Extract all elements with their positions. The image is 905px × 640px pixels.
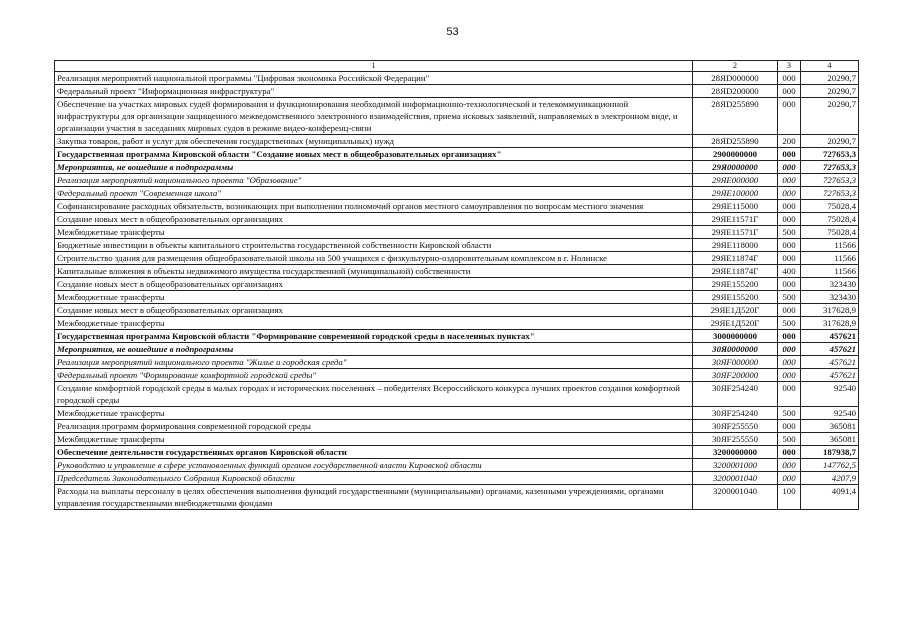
row-kvr-cell: 200 <box>778 135 801 148</box>
row-code-cell: 29ЯЕ1Д520Г <box>693 304 778 317</box>
row-kvr-cell: 000 <box>778 85 801 98</box>
row-kvr-cell: 000 <box>778 446 801 459</box>
row-kvr-cell: 000 <box>778 304 801 317</box>
table-row <box>55 369 859 382</box>
row-name-cell: Федеральный проект "Информационная инфраструктура" <box>55 85 693 98</box>
row-sum-cell: 92540 <box>801 407 859 420</box>
row-code-cell: 28ЯD255890 <box>693 98 778 135</box>
row-kvr-cell: 000 <box>778 213 801 226</box>
row-kvr-cell: 000 <box>778 239 801 252</box>
table-row <box>55 265 859 278</box>
row-name-cell: Председатель Законодательного Собрания Кировской области <box>55 472 693 485</box>
table-row <box>55 72 859 85</box>
row-kvr-cell: 000 <box>778 187 801 200</box>
row-code-cell: 29ЯЕ11874Г <box>693 252 778 265</box>
row-kvr-cell: 000 <box>778 200 801 213</box>
row-sum-cell: 365081 <box>801 420 859 433</box>
page-number: 53 <box>446 26 459 38</box>
row-code-cell: 29ЯЕ000000 <box>693 174 778 187</box>
column-number-3: 3 <box>778 61 801 72</box>
row-sum-cell: 365081 <box>801 433 859 446</box>
table-row <box>55 226 859 239</box>
row-sum-cell: 20290,7 <box>801 85 859 98</box>
row-code-cell: 30ЯF255550 <box>693 433 778 446</box>
row-kvr-cell: 500 <box>778 291 801 304</box>
row-name-cell: Государственная программа Кировской области "Создание новых мест в общеобразовательных организациях" <box>55 148 693 161</box>
row-sum-cell: 323430 <box>801 278 859 291</box>
row-name-cell: Капитальные вложения в объекты недвижимого имущества государственной (муниципальной) собственности <box>55 265 693 278</box>
table-row <box>55 278 859 291</box>
row-sum-cell: 92540 <box>801 382 859 407</box>
row-code-cell: 3200000000 <box>693 446 778 459</box>
table-row <box>55 85 859 98</box>
row-sum-cell: 75028,4 <box>801 200 859 213</box>
row-code-cell: 29ЯЕ155200 <box>693 291 778 304</box>
table-row <box>55 200 859 213</box>
table-row <box>55 485 859 510</box>
row-name-cell: Руководство и управление в сфере установленных функций органов государственной власти Кировской области <box>55 459 693 472</box>
row-name-cell: Создание новых мест в общеобразовательных организациях <box>55 213 693 226</box>
row-sum-cell: 75028,4 <box>801 213 859 226</box>
row-code-cell: 29ЯЕ115000 <box>693 200 778 213</box>
row-kvr-cell: 000 <box>778 459 801 472</box>
row-sum-cell: 11566 <box>801 239 859 252</box>
row-sum-cell: 457621 <box>801 343 859 356</box>
row-sum-cell: 147762,5 <box>801 459 859 472</box>
row-kvr-cell: 500 <box>778 433 801 446</box>
column-number-row <box>55 61 859 72</box>
row-kvr-cell: 000 <box>778 252 801 265</box>
row-name-cell: Обеспечение на участках мировых судей формирования и функционирования необходимой информационно-технологической и телекоммуникационной инфраструктуры для организации защищенного межведомственного электронного взаимодействия, приема исковых заявлений, направляемых в электронном виде, и организации участия в заседаниях мировых судов в режиме видео-конференц-связи <box>55 98 693 135</box>
column-number-4: 4 <box>801 61 859 72</box>
table-row <box>55 148 859 161</box>
table-row <box>55 304 859 317</box>
row-sum-cell: 11566 <box>801 265 859 278</box>
table-row <box>55 356 859 369</box>
row-sum-cell: 20290,7 <box>801 135 859 148</box>
row-sum-cell: 457621 <box>801 369 859 382</box>
row-kvr-cell: 000 <box>778 420 801 433</box>
row-sum-cell: 727653,3 <box>801 148 859 161</box>
table-row <box>55 407 859 420</box>
row-name-cell: Межбюджетные трансферты <box>55 407 693 420</box>
row-code-cell: 29ЯЕ11571Г <box>693 213 778 226</box>
row-sum-cell: 317628,9 <box>801 304 859 317</box>
row-sum-cell: 457621 <box>801 356 859 369</box>
row-name-cell: Бюджетные инвестиции в объекты капитального строительства государственной собственности Кировской области <box>55 239 693 252</box>
row-kvr-cell: 500 <box>778 317 801 330</box>
row-sum-cell: 317628,9 <box>801 317 859 330</box>
row-name-cell: Создание новых мест в общеобразовательных организациях <box>55 278 693 291</box>
table-row <box>55 459 859 472</box>
row-sum-cell: 187938,7 <box>801 446 859 459</box>
table-row <box>55 161 859 174</box>
table-row <box>55 239 859 252</box>
row-name-cell: Межбюджетные трансферты <box>55 433 693 446</box>
row-name-cell: Мероприятия, не вошедшие в подпрограммы <box>55 161 693 174</box>
row-sum-cell: 727653,3 <box>801 187 859 200</box>
row-name-cell: Создание комфортной городской среды в малых городах и исторических поселениях – победителях Всероссийского конкурса лучших проектов создания комфортной городской среды <box>55 382 693 407</box>
table-row <box>55 472 859 485</box>
row-sum-cell: 457621 <box>801 330 859 343</box>
row-code-cell: 28ЯD200000 <box>693 85 778 98</box>
row-name-cell: Создание новых мест в общеобразовательных организациях <box>55 304 693 317</box>
row-kvr-cell: 000 <box>778 72 801 85</box>
row-sum-cell: 323430 <box>801 291 859 304</box>
row-name-cell: Софинансирование расходных обязательств, возникающих при выполнении полномочий органов местного самоуправления по вопросам местного значения <box>55 200 693 213</box>
row-name-cell: Обеспечение деятельности государственных органов Кировской области <box>55 446 693 459</box>
row-code-cell: 3200001000 <box>693 459 778 472</box>
row-kvr-cell: 100 <box>778 485 801 510</box>
table-row <box>55 213 859 226</box>
row-name-cell: Реализация мероприятий национального проекта "Образование" <box>55 174 693 187</box>
row-code-cell: 29ЯЕ11571Г <box>693 226 778 239</box>
row-name-cell: Реализация программ формирования современной городской среды <box>55 420 693 433</box>
row-sum-cell: 4207,9 <box>801 472 859 485</box>
table-row <box>55 420 859 433</box>
row-code-cell: 3200001040 <box>693 472 778 485</box>
row-code-cell: 3200001040 <box>693 485 778 510</box>
row-kvr-cell: 000 <box>778 330 801 343</box>
table-row <box>55 187 859 200</box>
column-number-2: 2 <box>693 61 778 72</box>
row-kvr-cell: 000 <box>778 278 801 291</box>
row-sum-cell: 20290,7 <box>801 72 859 85</box>
row-sum-cell: 11566 <box>801 252 859 265</box>
table-row <box>55 446 859 459</box>
row-code-cell: 2900000000 <box>693 148 778 161</box>
row-code-cell: 28ЯD255890 <box>693 135 778 148</box>
row-code-cell: 30ЯF200000 <box>693 369 778 382</box>
table-row <box>55 330 859 343</box>
row-code-cell: 30ЯF254240 <box>693 382 778 407</box>
row-sum-cell: 727653,3 <box>801 174 859 187</box>
row-code-cell: 30ЯF255550 <box>693 420 778 433</box>
row-kvr-cell: 000 <box>778 343 801 356</box>
row-code-cell: 28ЯD000000 <box>693 72 778 85</box>
row-kvr-cell: 400 <box>778 265 801 278</box>
row-name-cell: Федеральный проект "Формирование комфортной городской среды" <box>55 369 693 382</box>
table-row <box>55 291 859 304</box>
table-row <box>55 98 859 135</box>
table-row <box>55 252 859 265</box>
column-number-1: 1 <box>55 61 693 72</box>
table-row <box>55 317 859 330</box>
row-kvr-cell: 000 <box>778 382 801 407</box>
row-name-cell: Мероприятия, не вошедшие в подпрограммы <box>55 343 693 356</box>
row-code-cell: 29ЯЕ1Д520Г <box>693 317 778 330</box>
row-kvr-cell: 000 <box>778 369 801 382</box>
row-name-cell: Государственная программа Кировской области "Формирование современной городской среды в населенных пунктах" <box>55 330 693 343</box>
budget-table <box>54 60 859 510</box>
row-code-cell: 3000000000 <box>693 330 778 343</box>
table-row <box>55 382 859 407</box>
row-kvr-cell: 000 <box>778 472 801 485</box>
row-sum-cell: 20290,7 <box>801 98 859 135</box>
table-row <box>55 174 859 187</box>
row-sum-cell: 727653,3 <box>801 161 859 174</box>
row-name-cell: Строительство здания для размещения общеобразовательной школы на 500 учащихся с физкультурно-оздоровительным комплексом в г. Нолинске <box>55 252 693 265</box>
row-sum-cell: 4091,4 <box>801 485 859 510</box>
row-kvr-cell: 500 <box>778 226 801 239</box>
row-code-cell: 29ЯЕ11874Г <box>693 265 778 278</box>
row-kvr-cell: 000 <box>778 356 801 369</box>
row-code-cell: 30Я0000000 <box>693 343 778 356</box>
row-name-cell: Реализация мероприятий национальной программы "Цифровая экономика Российской Федерации" <box>55 72 693 85</box>
table-row <box>55 433 859 446</box>
row-code-cell: 29ЯЕ118000 <box>693 239 778 252</box>
row-name-cell: Межбюджетные трансферты <box>55 291 693 304</box>
row-name-cell: Федеральный проект "Современная школа" <box>55 187 693 200</box>
row-sum-cell: 75028,4 <box>801 226 859 239</box>
row-kvr-cell: 000 <box>778 174 801 187</box>
row-name-cell: Расходы на выплаты персоналу в целях обеспечения выполнения функций государственными (муниципальными) органами, казенными учреждениями, органами управления государственными внебюджетными фондами <box>55 485 693 510</box>
table-row <box>55 135 859 148</box>
row-name-cell: Реализация мероприятий национального проекта "Жилье и городская среда" <box>55 356 693 369</box>
row-code-cell: 30ЯF000000 <box>693 356 778 369</box>
row-kvr-cell: 000 <box>778 148 801 161</box>
row-code-cell: 29ЯЕ155200 <box>693 278 778 291</box>
row-name-cell: Межбюджетные трансферты <box>55 317 693 330</box>
row-name-cell: Закупка товаров, работ и услуг для обеспечения государственных (муниципальных) нужд <box>55 135 693 148</box>
row-name-cell: Межбюджетные трансферты <box>55 226 693 239</box>
row-kvr-cell: 500 <box>778 407 801 420</box>
table-row <box>55 343 859 356</box>
row-code-cell: 30ЯF254240 <box>693 407 778 420</box>
row-code-cell: 29ЯЕ100000 <box>693 187 778 200</box>
row-kvr-cell: 000 <box>778 98 801 135</box>
row-kvr-cell: 000 <box>778 161 801 174</box>
row-code-cell: 29Я0000000 <box>693 161 778 174</box>
